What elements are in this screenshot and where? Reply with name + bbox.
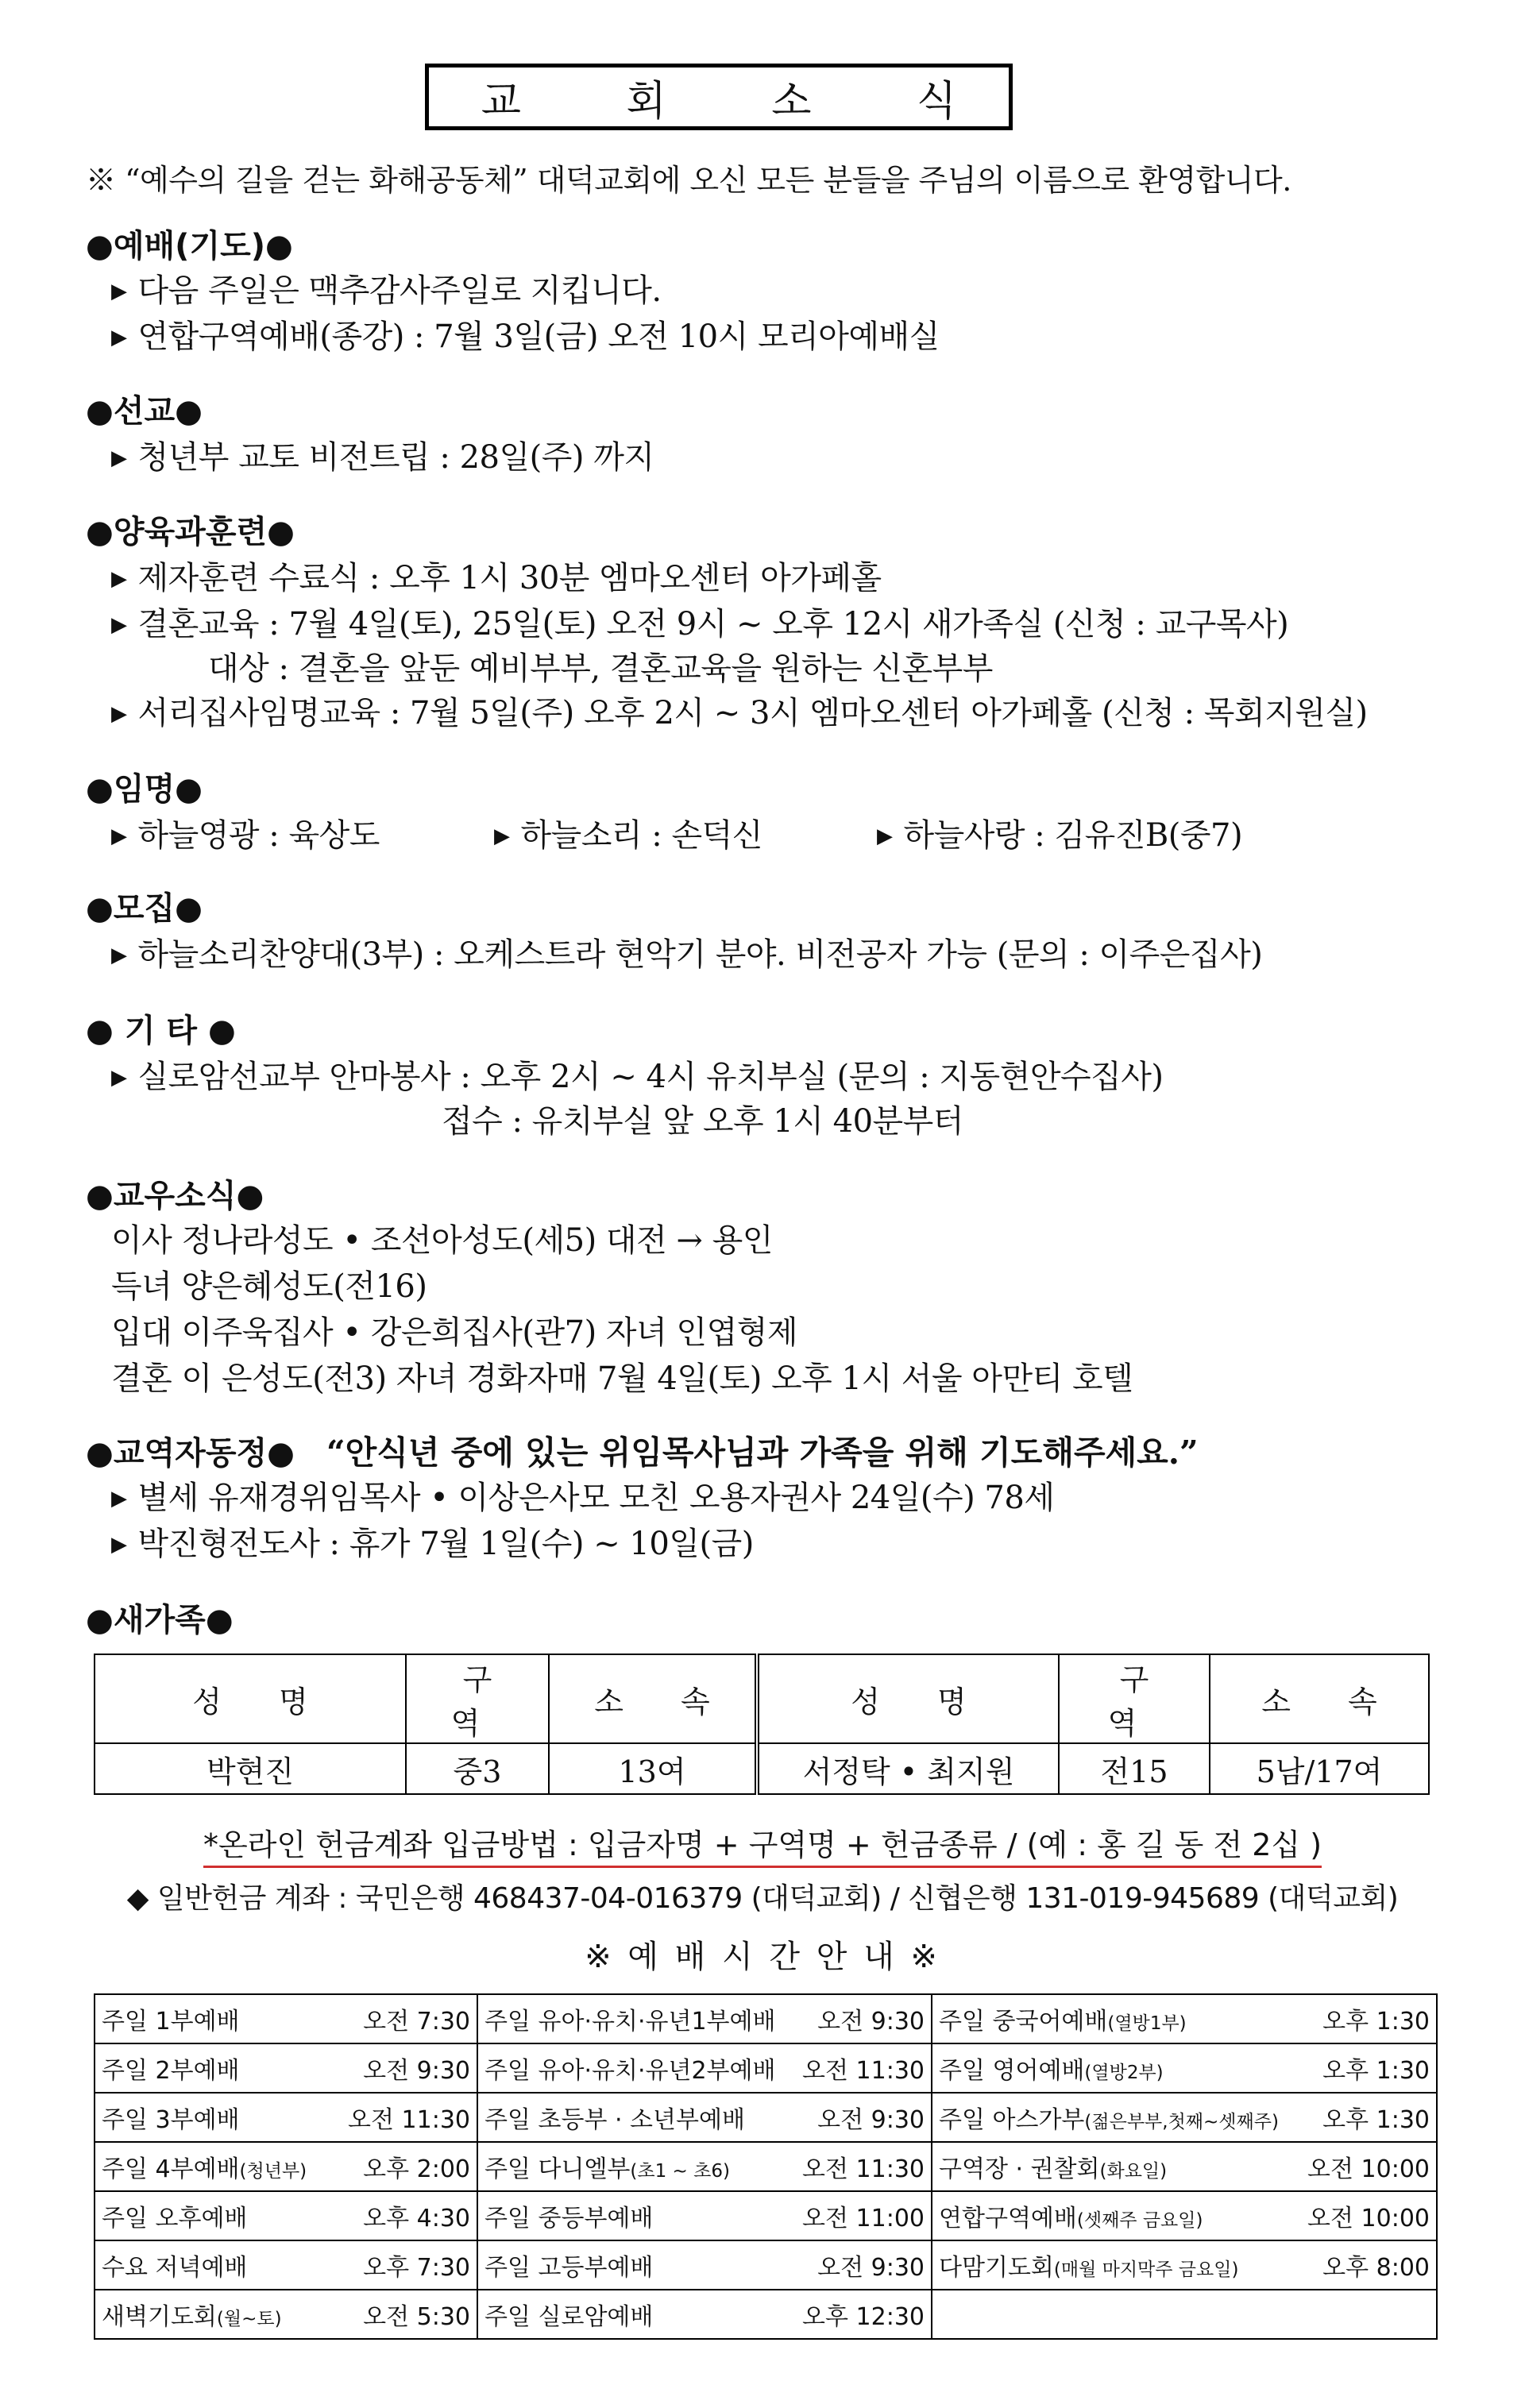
service-time: 오전 11:00	[802, 2205, 925, 2232]
list-item: ▶ 실로암선교부 안마봉사 : 오후 2시 ~ 4시 유치부실 (문의 : 지동현안수집사)	[111, 1059, 1164, 1095]
schedule-entry	[102, 2248, 470, 2283]
worship-schedule-table	[94, 1993, 1438, 2340]
column-header: 구 역	[1059, 1654, 1210, 1743]
list-item: 결혼 이 은성도(전3) 자녀 경화자매 7월 4일(토) 오후 1시 서울 아만티 호텔	[111, 1360, 1133, 1397]
service-name	[485, 2100, 745, 2135]
list-item: ▶ 하늘영광 : 육상도	[111, 817, 380, 854]
schedule-title: ※ 예 배 시 간 안 내 ※	[585, 1939, 940, 1975]
list-item: 입대 이주욱집사 • 강은희집사(관7) 자녀 인엽형제	[111, 1314, 797, 1351]
service-time: 오후 4:30	[363, 2205, 470, 2232]
list-item: ▶ 결혼교육 : 7월 4일(토), 25일(토) 오전 9시 ~ 오후 12시 새가족실 (신청 : 교구목사)	[111, 606, 1289, 643]
section-heading-members: ●교우소식●	[86, 1178, 264, 1214]
service-time: 오후 1:30	[1322, 2106, 1430, 2134]
table-row	[95, 2093, 1437, 2142]
service-time: 오후 7:30	[363, 2254, 470, 2282]
triangle-bullet-icon: ▶	[877, 824, 893, 848]
service-label: 주일 다니엘부	[485, 2155, 631, 2183]
schedule-cell	[477, 2240, 932, 2290]
service-note: (월~토)	[216, 2309, 282, 2329]
list-item: ▶ 박진형전도사 : 휴가 7월 1일(수) ~ 10일(금)	[111, 1526, 754, 1562]
service-name	[939, 2100, 1279, 2135]
schedule-cell	[477, 2142, 932, 2191]
service-name	[939, 2001, 1187, 2036]
service-label: 주일 영어예배	[939, 2057, 1085, 2085]
service-note: (열방1부)	[1107, 2013, 1187, 2034]
schedule-entry	[939, 2149, 1430, 2184]
table-cell: 서정탁 • 최지원	[757, 1743, 1059, 1794]
section-heading-appointment: ●임명●	[86, 771, 203, 808]
triangle-bullet-icon: ▶	[111, 567, 127, 591]
schedule-entry	[102, 2198, 470, 2233]
service-note: (젊은부부,첫째~셋째주)	[1084, 2112, 1279, 2132]
service-label: 연합구역예배	[939, 2205, 1077, 2232]
service-label: 주일 1부예배	[102, 2008, 240, 2036]
schedule-cell	[95, 1994, 477, 2043]
service-name	[939, 2248, 1238, 2283]
service-note: (청년부)	[239, 2161, 307, 2182]
schedule-cell	[932, 1994, 1437, 2043]
list-item: ▶ 제자훈련 수료식 : 오후 1시 30분 엠마오센터 아가페홀	[111, 560, 882, 596]
service-label: 주일 오후예배	[102, 2205, 248, 2232]
table-header-row	[95, 1654, 1429, 1743]
schedule-cell	[477, 1994, 932, 2043]
online-offering-note: *온라인 헌금계좌 입금방법 : 입금자명 + 구역명 + 헌금종류 / (예 : 홍 길 동 전 2십 )	[0, 1820, 1525, 1864]
service-label: 주일 4부예배	[102, 2155, 240, 2183]
section-heading-etc: ● 기 타 ●	[86, 1013, 236, 1049]
service-name	[102, 2149, 307, 2184]
schedule-cell	[932, 2240, 1437, 2290]
list-item: ▶ 연합구역예배(종강) : 7월 3일(금) 오전 10시 모리아예배실	[111, 318, 940, 355]
service-name	[485, 2297, 653, 2332]
schedule-cell	[95, 2043, 477, 2093]
service-label: 주일 실로암예배	[485, 2303, 654, 2331]
table-row	[95, 1743, 1429, 1794]
schedule-cell	[95, 2093, 477, 2142]
schedule-entry	[485, 2100, 925, 2135]
service-label: 주일 3부예배	[102, 2106, 240, 2134]
schedule-entry	[939, 2001, 1430, 2036]
service-name	[102, 2198, 247, 2233]
list-item: ▶ 하늘사랑 : 김유진B(중7)	[877, 817, 1243, 854]
schedule-entry	[485, 2149, 925, 2184]
table-row	[95, 2240, 1437, 2290]
offering-account-info: ◆ 일반헌금 계좌 : 국민은행 468437-04-016379 (대덕교회) / 신협은행 131-019-945689 (대덕교회)	[126, 1882, 1399, 1915]
section-heading-newfamily: ●새가족●	[86, 1602, 234, 1638]
schedule-cell	[932, 2043, 1437, 2093]
section-heading-ministers: ●교역자동정● “안식년 중에 있는 위임목사님과 가족을 위해 기도해주세요.”	[86, 1434, 1199, 1472]
schedule-cell	[932, 2290, 1437, 2339]
triangle-bullet-icon: ▶	[111, 702, 127, 726]
schedule-entry	[485, 2051, 925, 2086]
service-label: 주일 중국어예배	[939, 2008, 1108, 2036]
table-row	[95, 2290, 1437, 2339]
section-heading-recruit: ●모집●	[86, 890, 203, 927]
schedule-cell	[95, 2191, 477, 2240]
service-note: (열방2부)	[1084, 2063, 1164, 2083]
service-label: 구역장 · 권찰회	[939, 2155, 1100, 2183]
column-header: 성 명	[757, 1654, 1059, 1743]
schedule-cell	[477, 2093, 932, 2142]
service-note: (매월 마지막주 금요일)	[1053, 2259, 1239, 2280]
service-label: 주일 초등부 · 소년부예배	[485, 2106, 745, 2134]
service-name	[102, 2051, 240, 2086]
service-time: 오전 7:30	[363, 2008, 470, 2036]
schedule-cell	[932, 2191, 1437, 2240]
schedule-cell	[95, 2290, 477, 2339]
section-heading-training: ●양육과훈련●	[86, 514, 295, 550]
triangle-bullet-icon: ▶	[111, 824, 127, 848]
service-name	[102, 2297, 282, 2332]
list-item: 이사 정나라성도 • 조선아성도(세5) 대전 → 용인	[111, 1222, 773, 1259]
schedule-entry	[485, 2297, 925, 2332]
service-time: 오후 12:30	[802, 2303, 925, 2331]
table-cell: 중3	[406, 1743, 549, 1794]
schedule-entry	[939, 2198, 1430, 2233]
service-time: 오전 9:30	[817, 2008, 925, 2036]
schedule-entry	[939, 2051, 1430, 2086]
new-family-table	[94, 1654, 1430, 1795]
service-note: (셋째주 금요일)	[1076, 2210, 1203, 2231]
service-label: 주일 2부예배	[102, 2057, 240, 2085]
section-heading-mission: ●선교●	[86, 393, 203, 430]
schedule-cell	[477, 2290, 932, 2339]
service-name	[102, 2100, 240, 2135]
list-item: ▶ 하늘소리찬양대(3부) : 오케스트라 현악기 분야. 비전공자 가능 (문의 : 이주은집사)	[111, 936, 1263, 973]
triangle-bullet-icon: ▶	[111, 1487, 127, 1511]
triangle-bullet-icon: ▶	[111, 446, 127, 470]
list-item: 대상 : 결혼을 앞둔 예비부부, 결혼교육을 원하는 신혼부부	[208, 650, 993, 687]
list-item: ▶ 하늘소리 : 손덕신	[494, 817, 762, 854]
schedule-entry	[485, 2198, 925, 2233]
service-label: 주일 유아·유치·유년1부예배	[485, 2008, 776, 2036]
welcome-message: ※ “예수의 길을 걷는 화해공동체” 대덕교회에 오신 모든 분들을 주님의 이름으로 환영합니다.	[86, 163, 1291, 198]
table-row	[95, 2142, 1437, 2191]
service-note: (화요일)	[1099, 2161, 1168, 2182]
service-time: 오후 8:00	[1322, 2254, 1430, 2282]
schedule-cell	[932, 2142, 1437, 2191]
schedule-entry	[485, 2001, 925, 2036]
service-time: 오전 11:30	[348, 2106, 470, 2134]
triangle-bullet-icon: ▶	[494, 824, 510, 848]
service-time: 오후 2:00	[363, 2155, 470, 2183]
service-label: 주일 유아·유치·유년2부예배	[485, 2057, 776, 2085]
service-time: 오전 10:00	[1307, 2205, 1430, 2232]
service-label: 주일 고등부예배	[485, 2254, 654, 2282]
page-title: 교 회 소 식	[425, 64, 1013, 130]
table-row	[95, 2191, 1437, 2240]
list-item: ▶ 청년부 교토 비전트립 : 28일(주) 까지	[111, 439, 654, 476]
list-item: ▶ 다음 주일은 맥추감사주일로 지킵니다.	[111, 272, 662, 309]
service-name	[485, 2248, 653, 2283]
list-item: ▶ 서리집사임명교육 : 7월 5일(주) 오후 2시 ~ 3시 엠마오센터 아가페홀 (신청 : 목회지원실)	[111, 695, 1368, 731]
service-time: 오전 11:30	[802, 2057, 925, 2085]
triangle-bullet-icon: ▶	[111, 1066, 127, 1090]
column-header: 소 속	[549, 1654, 757, 1743]
triangle-bullet-icon: ▶	[111, 944, 127, 967]
schedule-cell	[95, 2142, 477, 2191]
service-note: (초1 ~ 초6)	[630, 2161, 730, 2182]
service-name	[485, 2051, 775, 2086]
table-cell: 박현진	[95, 1743, 406, 1794]
schedule-cell	[932, 2093, 1437, 2142]
service-label: 수요 저녁예배	[102, 2254, 248, 2282]
service-time: 오전 9:30	[363, 2057, 470, 2085]
column-header: 구 역	[406, 1654, 549, 1743]
column-header: 성 명	[95, 1654, 406, 1743]
schedule-entry	[102, 2001, 470, 2036]
triangle-bullet-icon: ▶	[111, 326, 127, 349]
service-time: 오전 10:00	[1307, 2155, 1430, 2183]
table-cell: 전15	[1059, 1743, 1210, 1794]
triangle-bullet-icon: ▶	[111, 280, 127, 303]
table-cell: 13여	[549, 1743, 757, 1794]
schedule-cell	[95, 2240, 477, 2290]
service-label: 새벽기도회	[102, 2303, 217, 2331]
service-time: 오후 1:30	[1322, 2008, 1430, 2036]
schedule-entry	[102, 2149, 470, 2184]
section-heading-worship: ●예배(기도)●	[86, 228, 293, 264]
service-time: 오후 1:30	[1322, 2057, 1430, 2085]
service-label: 다맘기도회	[939, 2254, 1054, 2282]
column-header: 소 속	[1210, 1654, 1429, 1743]
service-time: 오전 9:30	[817, 2254, 925, 2282]
schedule-entry	[485, 2248, 925, 2283]
service-name	[485, 2198, 653, 2233]
triangle-bullet-icon: ▶	[111, 613, 127, 637]
schedule-cell	[477, 2043, 932, 2093]
service-name	[939, 2149, 1167, 2184]
service-name	[102, 2001, 240, 2036]
list-item: 접수 : 유치부실 앞 오후 1시 40분부터	[442, 1103, 963, 1140]
service-name	[485, 2149, 730, 2184]
list-item: ▶ 별세 유재경위임목사 • 이상은사모 모친 오용자권사 24일(수) 78세	[111, 1480, 1055, 1516]
table-row	[95, 1994, 1437, 2043]
service-name	[485, 2001, 775, 2036]
service-time: 오전 11:30	[802, 2155, 925, 2183]
service-label: 주일 중등부예배	[485, 2205, 654, 2232]
schedule-cell	[477, 2191, 932, 2240]
schedule-entry	[939, 2248, 1430, 2283]
service-time: 오전 5:30	[363, 2303, 470, 2331]
service-time: 오전 9:30	[817, 2106, 925, 2134]
table-cell: 5남/17여	[1210, 1743, 1429, 1794]
table-row	[95, 2043, 1437, 2093]
service-name	[939, 2051, 1164, 2086]
prayer-request-quote: “안식년 중에 있는 위임목사님과 가족을 위해 기도해주세요.”	[326, 1434, 1199, 1472]
schedule-entry	[939, 2100, 1430, 2135]
schedule-entry	[102, 2051, 470, 2086]
service-name	[939, 2198, 1203, 2233]
schedule-entry	[102, 2297, 470, 2332]
list-item: 득녀 양은혜성도(전16)	[111, 1268, 427, 1305]
schedule-entry	[102, 2100, 470, 2135]
triangle-bullet-icon: ▶	[111, 1533, 127, 1557]
service-label: 주일 아스가부	[939, 2106, 1085, 2134]
service-name	[102, 2248, 247, 2283]
